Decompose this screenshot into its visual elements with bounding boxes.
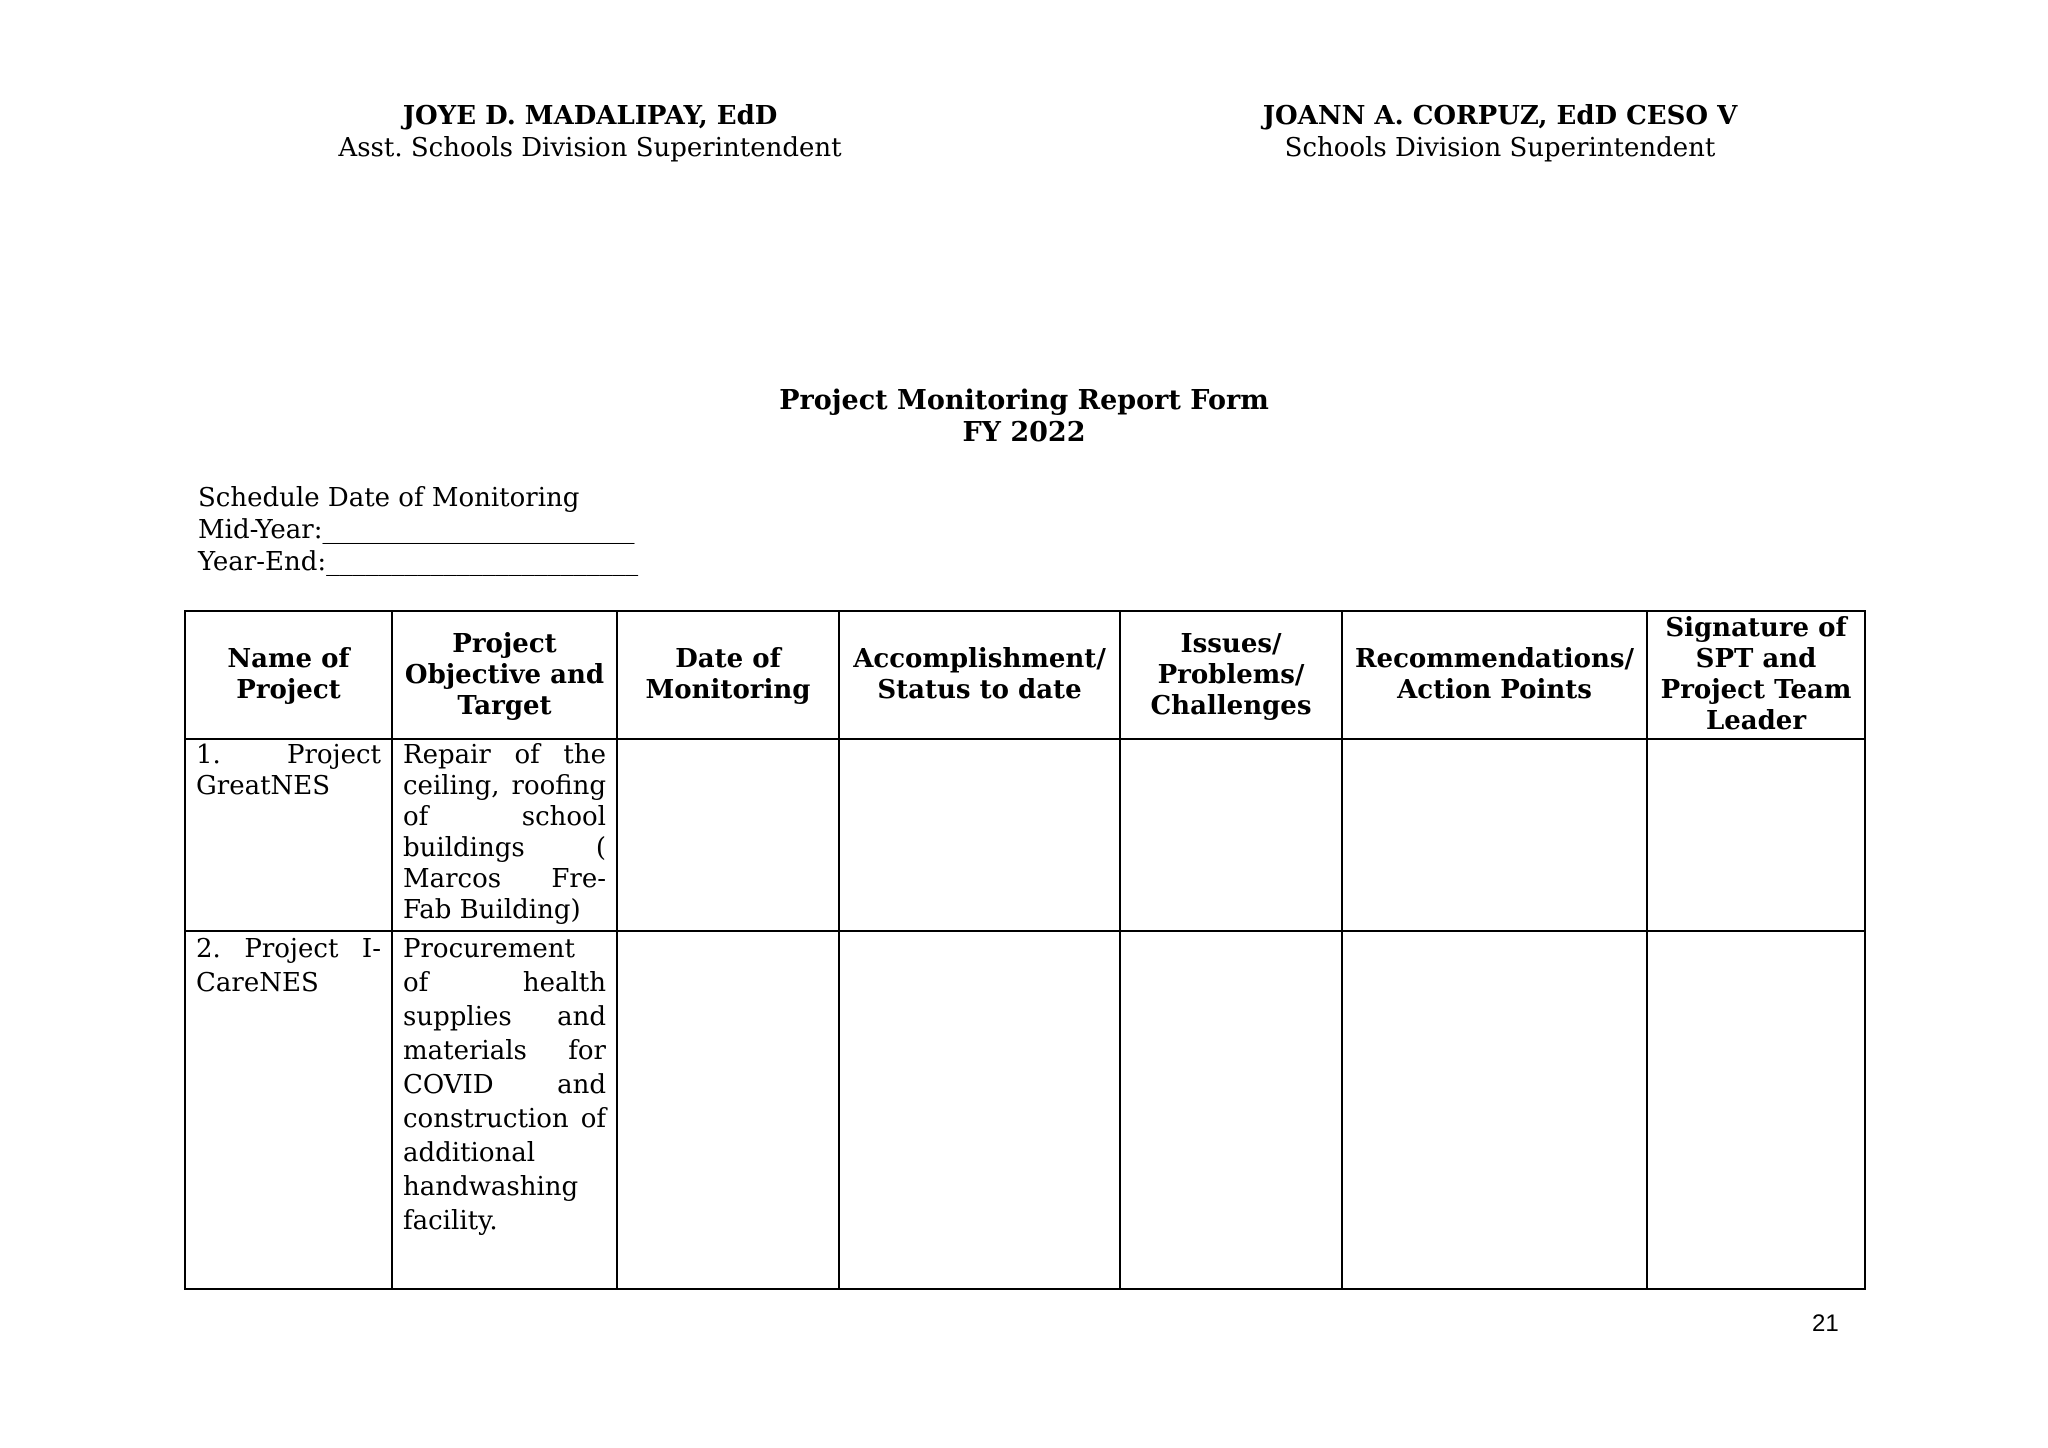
- form-title-block: [624, 385, 1424, 449]
- cell-recommendations[interactable]: [1342, 931, 1647, 1289]
- cell-objective: Repair of the ceiling, roofing of school buildings ( Marcos Fre-Fab Building): [392, 739, 617, 931]
- signatory-title: Asst. Schools Division Superintendent: [338, 133, 842, 163]
- header-issues: Issues/ Problems/ Challenges: [1120, 611, 1342, 739]
- cell-accomplishment[interactable]: [839, 739, 1120, 931]
- signatory-right: [1200, 100, 1800, 164]
- header-signature: Signature of SPT and Project Team Leader: [1647, 611, 1865, 739]
- cell-date[interactable]: [617, 931, 839, 1289]
- cell-recommendations[interactable]: [1342, 739, 1647, 931]
- table-row: [185, 931, 1865, 1289]
- table-row: [185, 739, 1865, 931]
- cell-objective: Procurement of health supplies and materials for COVID and construction of additional handwashing facility.: [392, 931, 617, 1289]
- header-recommendations: Recommendations/ Action Points: [1342, 611, 1647, 739]
- schedule-heading: Schedule Date of Monitoring: [198, 483, 580, 513]
- header-accomplishment: Accomplishment/ Status to date: [839, 611, 1120, 739]
- cell-signature[interactable]: [1647, 931, 1865, 1289]
- year-end-field[interactable]: Year-End:________________________: [198, 547, 639, 577]
- cell-project-name: 2. Project I-CareNES: [185, 931, 392, 1289]
- cell-date[interactable]: [617, 739, 839, 931]
- cell-issues[interactable]: [1120, 931, 1342, 1289]
- signatory-name: JOYE D. MADALIPAY, EdD: [402, 101, 778, 131]
- header-objective: Project Objective and Target: [392, 611, 617, 739]
- header-date: Date of Monitoring: [617, 611, 839, 739]
- mid-year-field[interactable]: Mid-Year:________________________: [198, 515, 635, 545]
- cell-signature[interactable]: [1647, 739, 1865, 931]
- form-title: Project Monitoring Report Form: [779, 385, 1269, 416]
- page-number: 21: [1812, 1310, 1839, 1337]
- cell-issues[interactable]: [1120, 739, 1342, 931]
- monitoring-table: [184, 610, 1866, 1290]
- cell-project-name: 1. Project GreatNES: [185, 739, 392, 931]
- signatory-name: JOANN A. CORPUZ, EdD CESO V: [1262, 101, 1738, 131]
- fiscal-year: FY 2022: [962, 417, 1086, 448]
- header-name-of-project: Name of Project: [185, 611, 392, 739]
- signatory-left: [300, 100, 880, 164]
- cell-accomplishment[interactable]: [839, 931, 1120, 1289]
- signatory-title: Schools Division Superintendent: [1284, 133, 1716, 163]
- schedule-block: [198, 482, 638, 578]
- table-header-row: [185, 611, 1865, 739]
